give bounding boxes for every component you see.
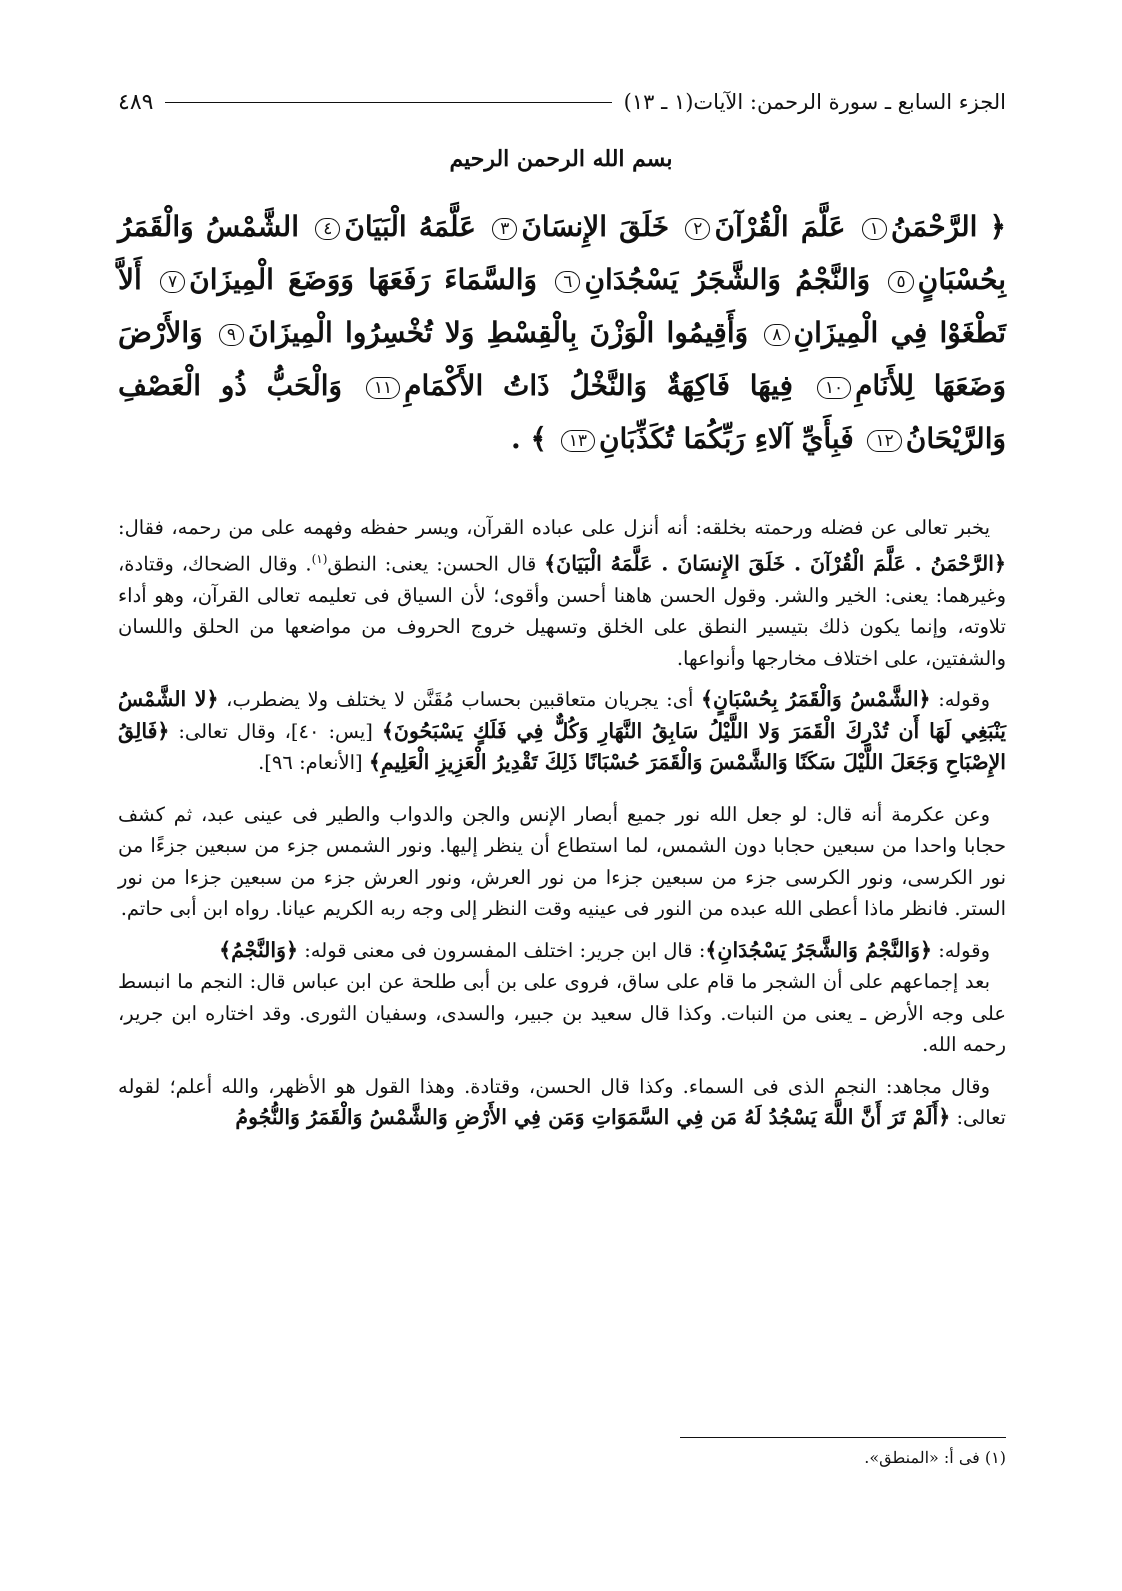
verse-number: ٨ xyxy=(764,324,789,346)
verse-number: ١٠ xyxy=(817,377,851,399)
verse-number: ٣ xyxy=(492,218,517,240)
quran-quote: ﴿فَالِقُ الإِصْبَاحِ وَجَعَلَ اللَّيْلَ سَكَنًا وَالشَّمْسَ وَالْقَمَرَ حُسْبَانًا ذَلِكَ تَقْدِيرُ الْعَزِيزِ الْعَلِيمِ﴾ xyxy=(118,718,1006,774)
paragraph-2 xyxy=(118,684,1006,779)
paragraph-4 xyxy=(118,935,1006,967)
verse-number: ٥ xyxy=(888,271,913,293)
footnote-rule xyxy=(680,1437,1006,1438)
verse-text: خَلَقَ الإِنسَانَ xyxy=(521,210,670,243)
running-title: الجزء السابع ـ سورة الرحمن: الآيات(١ ـ ١٣) xyxy=(623,90,1006,114)
verse-text: فِيهَا فَاكِهَةٌ وَالنَّخْلُ ذَاتُ الأَكْمَامِ xyxy=(404,369,794,402)
verse-text: وَالنَّجْمُ وَالشَّجَرُ يَسْجُدَانِ xyxy=(584,263,871,296)
verse-text: عَلَّمَ الْقُرْآنَ xyxy=(714,210,846,243)
verse-text: وَالأَرْضَ وَضَعَهَا لِلأَنَامِ xyxy=(118,316,1007,402)
verse-number: ١٣ xyxy=(561,430,595,452)
verse-number: ٩ xyxy=(219,324,244,346)
paragraph-text: وقال مجاهد: النجم الذى فى السماء. وكذا قال الحسن، وقتادة. وهذا القول هو الأظهر، والله أعلم؛ لقوله تعالى: xyxy=(118,1074,1006,1129)
paragraph-text: [الأنعام: ٩٦]. xyxy=(258,751,369,774)
verse-number: ٢ xyxy=(685,218,710,240)
verse-text: ﴿ الرَّحْمَنُ xyxy=(890,210,1007,243)
verse-number: ١١ xyxy=(366,377,400,399)
verse-number: ٧ xyxy=(160,271,185,293)
paragraph-1 xyxy=(118,512,1006,674)
verse-text: عَلَّمَهُ الْبَيَانَ xyxy=(344,210,477,243)
paragraph-text: يخبر تعالى عن فضله ورحمته بخلقه: أنه أنزل على عباده القرآن، ويسر حفظه وفهمه على من رحمه، فقال: xyxy=(118,516,990,539)
verse-text: أَلاَّ تَطْغَوْا فِي الْمِيزَانِ xyxy=(118,263,1006,349)
footnote: (١) فى أ: «المنطق». xyxy=(864,1448,1006,1467)
quran-quote: ﴿لا الشَّمْسُ يَنْبَغِي لَهَا أَن تُدْرِكَ الْقَمَرَ وَلا اللَّيْلُ سَابِقُ النَّهَارِ وَكُلٌّ فِي فَلَكٍ يَسْبَحُونَ﴾ xyxy=(118,687,1006,743)
paragraph-text: قال الحسن: يعنى: النطق xyxy=(327,552,545,575)
verses-block xyxy=(118,200,1006,465)
paragraph-6 xyxy=(118,1071,1006,1134)
basmala: بسم الله الرحمن الرحيم xyxy=(449,146,673,172)
verse-text: وَالْحَبُّ ذُو الْعَصْفِ وَالرَّيْحَانُ xyxy=(118,369,1006,455)
footnote-marker: (١) xyxy=(311,551,328,566)
verse-text: وَأَقِيمُوا الْوَزْنَ بِالْقِسْطِ وَلا تُخْسِرُوا الْمِيزَانَ xyxy=(248,316,749,349)
running-header xyxy=(118,84,1006,120)
paragraph-5: بعد إجماعهم على أن الشجر ما قام على ساق، فروى على بن أبى طلحة عن ابن عباس قال: النجم ما انبسط على وجه الأرض ـ يعنى من النبات. وكذا قال سعيد بن جبير، والسدى، وسفيان الثورى. وقد اختاره ابن جرير، رحمه الله. xyxy=(118,970,1006,1056)
verse-number: ١٢ xyxy=(867,430,901,452)
quran-quote: ﴿أَلَمْ تَرَ أَنَّ اللَّهَ يَسْجُدُ لَهُ مَن فِي السَّمَوَاتِ وَمَن فِي الأَرْضِ وَالشَّمْسُ وَالْقَمَرُ وَالنُّجُومُ xyxy=(235,1105,951,1129)
page-number: ٤٨٩ xyxy=(118,89,154,115)
verses-end: ﴾ . xyxy=(511,422,547,455)
paragraph-text: وقوله: xyxy=(932,938,990,962)
paragraph-text: : قال ابن جرير: اختلف المفسرون فى معنى قوله: xyxy=(298,938,706,962)
quran-quote: ﴿الشَّمْسُ وَالْقَمَرُ بِحُسْبَانٍ﴾ xyxy=(701,687,931,711)
verse-text: الشَّمْسُ وَالْقَمَرُ بِحُسْبَانٍ xyxy=(118,210,1007,296)
verse-text: وَالسَّمَاءَ رَفَعَهَا وَوَضَعَ الْمِيزَانَ xyxy=(189,263,538,296)
verse-number: ٦ xyxy=(555,271,580,293)
verse-text: فَبِأَيِّ آلاءِ رَبِّكُمَا تُكَذِّبَانِ xyxy=(598,422,854,455)
paragraph-text: [يس: ٤٠]، وقال تعالى: xyxy=(169,719,382,743)
verse-number: ١ xyxy=(862,218,887,240)
quran-quote: ﴿وَالنَّجْمُ﴾ xyxy=(219,937,299,962)
verse-number: ٤ xyxy=(315,218,340,240)
paragraph-text: وقوله: xyxy=(930,688,990,711)
quran-quote: ﴿وَالنَّجْمُ وَالشَّجَرُ يَسْجُدَانِ﴾ xyxy=(705,937,933,962)
quran-quote: ﴿الرَّحْمَنُ . عَلَّمَ الْقُرْآنَ . خَلَقَ الإِنسَانَ . عَلَّمَهُ الْبَيَانَ﴾ xyxy=(544,551,1006,575)
paragraph-text: أى: يجريان متعاقبين بحساب مُقَنَّن لا يختلف ولا يضطرب، xyxy=(218,688,702,711)
header-rule xyxy=(165,102,611,103)
paragraph-3: وعن عكرمة أنه قال: لو جعل الله نور جميع أبصار الإنس والجن والدواب والطير فى عينى عبد، ثم كشف حجابا واحدا من سبعين حجابا دون الشمس، لما استطاع أن ينظر إليها. ونور الشمس جزء من سبعين جزءًا من نور الكرسى، ونور الكرسى جزء من سبعين جزءا من نور العرش، ونور العرش جزء من سبعين جزءا من نور الستر. فانظر ماذا أعطى الله عبده من النور فى عينيه وقت النظر إلى وجه ربه الكريم عيانا. رواه ابن أبى حاتم. xyxy=(118,802,1006,920)
paragraph-text: . وقال الضحاك، وقتادة، وغيرهما: يعنى: الخير والشر. وقول الحسن هاهنا أحسن وأقوى؛ لأن السياق فى تعليمه تعالى القرآن، وهو أداء تلاوته، وإنما يكون ذلك بتيسير النطق على الخلق وتسهيل خروج الحروف من مواضعها من الحلق واللسان والشفتين، على اختلاف مخارجها وأنواعها. xyxy=(118,552,1006,670)
commentary xyxy=(118,512,1006,1144)
